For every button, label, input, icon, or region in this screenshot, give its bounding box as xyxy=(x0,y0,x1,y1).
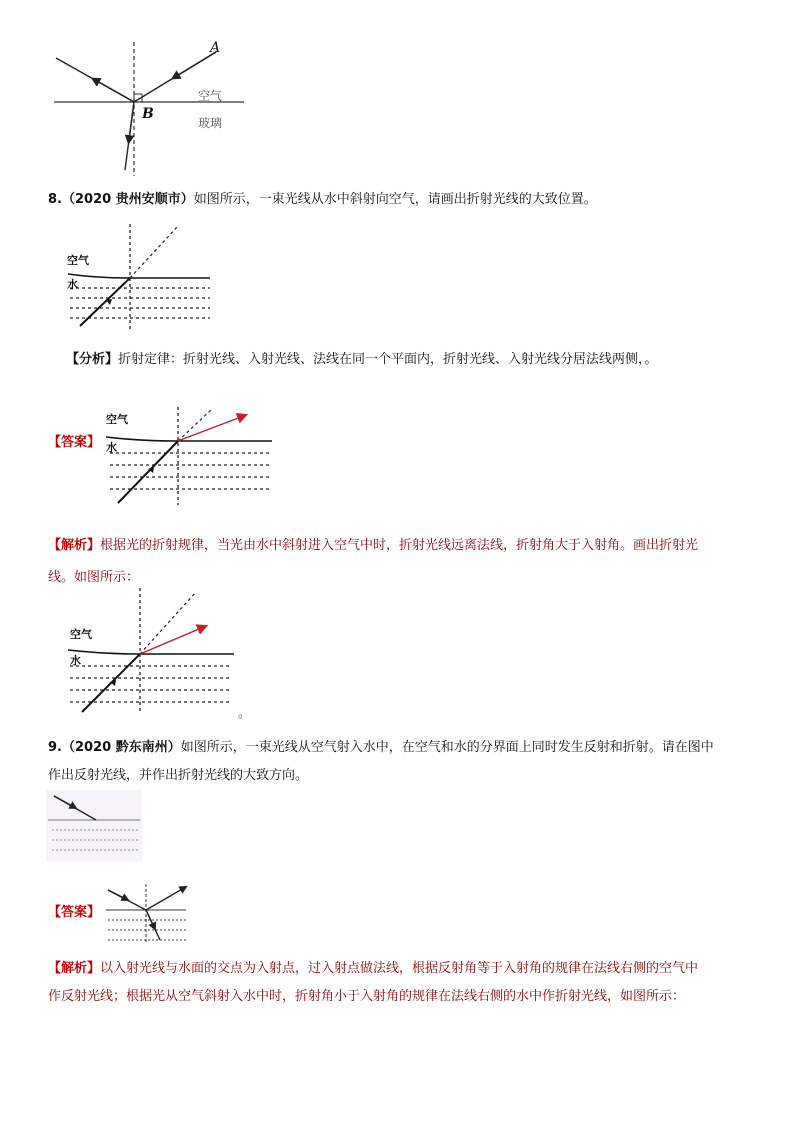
label-a: A xyxy=(210,40,221,56)
q8-text: 如图所示，一束光线从水中斜射向空气，请画出折射光线的大致位置。 xyxy=(193,192,597,207)
q9-explain xyxy=(48,955,698,1011)
q9-source: （2020 黔东南州） xyxy=(61,740,181,755)
q8-air-label: 空气 xyxy=(67,254,89,267)
q8-explain-end: 。 xyxy=(238,706,251,720)
label-glass: 玻璃 xyxy=(198,116,223,130)
explain-line1: 根据光的折射规律，当光由水中斜射进入空气中时，折射光线远离法线，折射角大于入射角。画出折射光 xyxy=(100,538,699,553)
q8-figure xyxy=(66,222,216,334)
q8-explain-figure xyxy=(64,586,251,720)
q8-answer-water-label: 水 xyxy=(106,441,117,454)
q9-text-line2: 作出反射光线，并作出折射光线的大致方向。 xyxy=(48,768,309,783)
label-b: B xyxy=(142,106,154,122)
q9-answer-tag: 【答案】 xyxy=(48,905,101,920)
q9-explain-line2: 作反射光线；根据光从空气斜射入水中时，折射角小于入射角的规律在法线右侧的水中作折射光线，如图所示： xyxy=(48,989,686,1004)
q9-stem xyxy=(48,734,714,790)
label-air: 空气 xyxy=(198,89,223,103)
explain-tag: 【解析】 xyxy=(48,538,101,553)
q8-water-label: 水 xyxy=(67,278,78,291)
q9-text-line1: 如图所示，一束光线从空气射入水中，在空气和水的分界面上同时发生反射和折射。请在图中 xyxy=(180,740,714,755)
q8-number: 8. xyxy=(48,192,62,207)
q8-answer-figure xyxy=(104,405,276,511)
q9-figure xyxy=(46,790,142,862)
q8-source: （2020 贵州安顺市） xyxy=(61,192,194,207)
explain-line2: 线。如图所示： xyxy=(48,570,140,585)
analysis-tag: 【分析】 xyxy=(66,352,119,367)
analysis-text: 折射定律：折射光线、入射光线、法线在同一个平面内，折射光线、入射光线分居法线两侧，。 xyxy=(118,352,658,367)
figure-reflection-refraction-glass xyxy=(48,38,248,178)
q8-stem xyxy=(48,190,597,210)
q8-answer-tag: 【答案】 xyxy=(48,435,101,450)
q9-explain-tag: 【解析】 xyxy=(48,961,101,976)
q8-explain-air-label: 空气 xyxy=(70,628,92,641)
q9-explain-line1: 以入射光线与水面的交点为入射点，过入射点做法线，根据反射角等于入射角的规律在法线右侧的空气中 xyxy=(100,961,699,976)
q8-analysis xyxy=(66,350,658,370)
q8-explain-water-label: 水 xyxy=(70,654,81,667)
q9-answer-figure xyxy=(104,882,188,944)
q8-explain xyxy=(48,530,698,594)
q8-answer-air-label: 空气 xyxy=(106,413,128,426)
q9-number: 9. xyxy=(48,740,62,755)
